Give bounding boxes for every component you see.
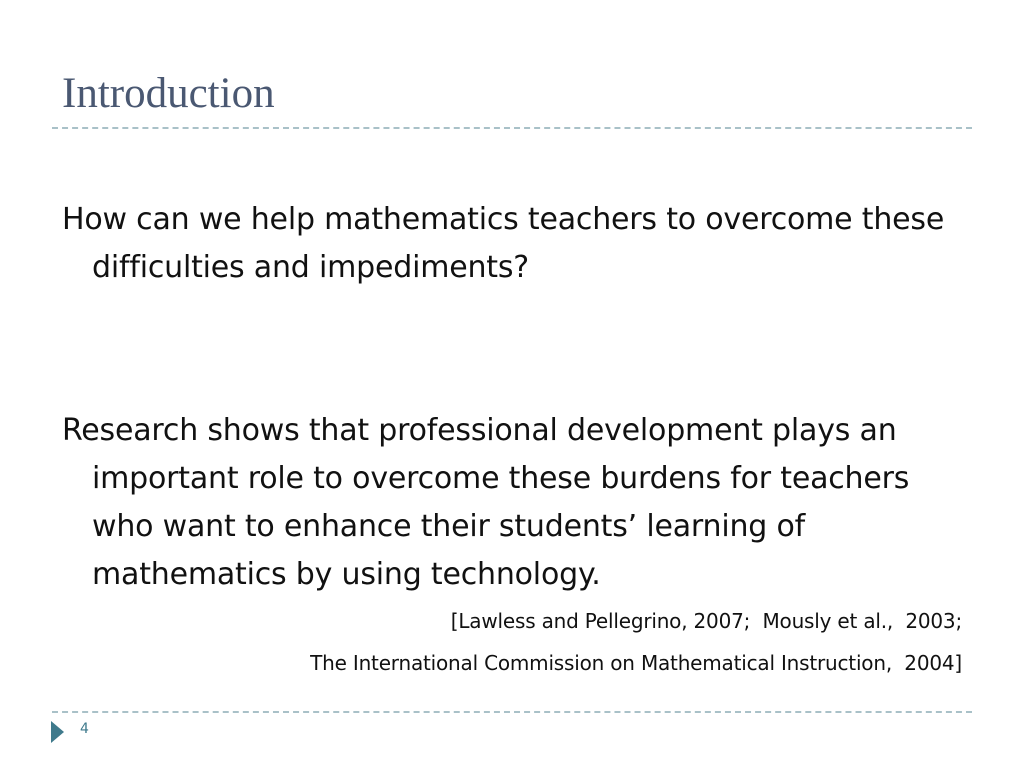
body-paragraph-question: How can we help mathematics teachers to overcome these difficulties and impediments?	[62, 202, 945, 285]
slide-title: Introduction	[62, 70, 275, 117]
body-paragraph-research: Research shows that professional development plays an important role to overcome these burdens for teachers who want to enhance their students’ learning of mathematics by using technology.	[62, 413, 910, 592]
citation-line-2: The International Commission on Mathematical Instruction, 2004]	[310, 651, 962, 675]
footer-divider	[52, 711, 972, 713]
title-divider	[52, 127, 972, 129]
triangle-right-icon	[51, 721, 64, 743]
page-number: 4	[80, 721, 89, 737]
citation-line-1: [Lawless and Pellegrino, 2007; Mously et al., 2003;	[450, 609, 962, 633]
